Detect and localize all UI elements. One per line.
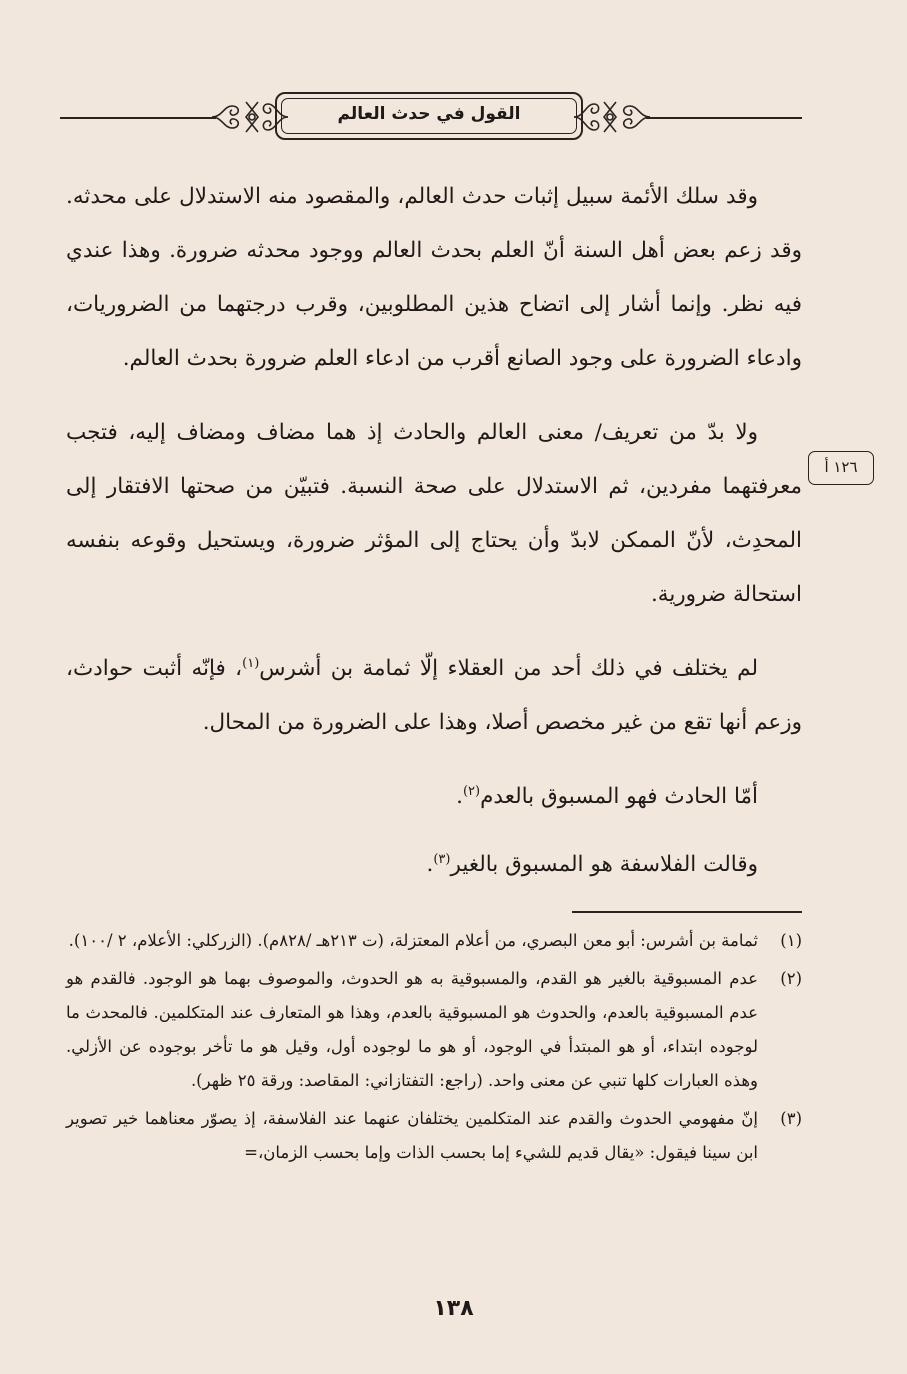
footnote-1 bbox=[66, 924, 802, 958]
footnote-ref-3[interactable]: (٣) bbox=[433, 851, 451, 867]
ornament-right-icon bbox=[572, 96, 652, 138]
page-number: ١٣٨ bbox=[433, 1296, 474, 1321]
footnote-3 bbox=[66, 1102, 802, 1170]
footnote-ref-1[interactable]: (١) bbox=[242, 655, 260, 671]
paragraph-4-text: أمّا الحادث فهو المسبوق بالعدم bbox=[480, 784, 758, 809]
paragraph-4-end: . bbox=[456, 784, 463, 809]
header-title-box bbox=[275, 92, 583, 140]
footnote-separator bbox=[572, 911, 802, 913]
footnote-ref-2[interactable]: (٢) bbox=[462, 783, 481, 799]
paragraph-3-end: ، فإنّه أثبت حوادث، وزعم أنها تقع من غير مخصص أصلا، وهذا على الضرورة من المحال. bbox=[66, 656, 802, 735]
paragraph-2: ولا بدّ من تعريف/ معنى العالم والحادث إذ هما مضاف ومضاف إليه، فتجب معرفتهما مفردين، ثم الاستدلال على صحة النسبة. فتبيّن من صحتها الافتقار إلى المحدِث، لأنّ الممكن لابدّ وأن يحتاج إلى المؤثر ضرورة، ويستحيل وقوعه بنفسه استحالة ضرورية. bbox=[66, 420, 802, 607]
manuscript-folio-marker: ١٢٦ أ bbox=[808, 451, 874, 485]
paragraph-5 bbox=[66, 838, 802, 892]
header-rule-left bbox=[60, 117, 216, 119]
paragraph-5-end: . bbox=[426, 852, 434, 877]
paragraph-4 bbox=[66, 770, 802, 824]
footnote-2-text: عدم المسبوقية بالغير هو القدم، والمسبوقية به هو الحدوث، والموصوف بهما هو الوجود. فالقدم هو عدم المسبوقية بالعدم، والحدوث هو المسبوقية بالعدم، وهذا هو المتعارف عند المتكلمين. فالمحدث ما لوجوده ابتداء، أو هو المبتدأ في الوجود، أو هو ما لوجوده أول، وقيل هو ما تأخر بوجوده عن الأزلي. وهذه العبارات كلها تنبي عن معنى واحد. (راجع: التفتازاني: المقاصد: ورقة ٢٥ ظهر). bbox=[66, 969, 758, 1090]
paragraph-3-start: لم يختلف في ذلك أحد من العقلاء إلّا ثمامة بن أشرس bbox=[259, 656, 758, 681]
footnote-1-text: ثمامة بن أشرس: أبو معن البصري، من أعلام المعتزلة، (ت ٢١٣هـ /٨٢٨م). (الزركلي: الأعلام، ٢ /١٠٠). bbox=[68, 931, 758, 950]
footnotes bbox=[66, 924, 802, 1174]
header-rule-right bbox=[646, 117, 802, 119]
page-title: القول في حدث العالم bbox=[337, 104, 521, 124]
paragraph-5-text: وقالت الفلاسفة هو المسبوق بالغير bbox=[450, 852, 758, 877]
footnote-3-number: (٣) bbox=[780, 1109, 802, 1128]
paragraph-3 bbox=[66, 642, 802, 750]
footnote-2-number: (٢) bbox=[780, 969, 802, 988]
main-text bbox=[66, 170, 802, 906]
paragraph-1: وقد سلك الأئمة سبيل إثبات حدث العالم، والمقصود منه الاستدلال على محدثه. وقد زعم بعض أهل السنة أنّ العلم بحدث العالم ووجود محدثه ضرورة. وهذا عندي فيه نظر. وإنما أشار إلى اتضاح هذين المطلوبين، وقرب درجتهما من الضروريات، وادعاء الضرورة على وجود الصانع أقرب من ادعاء العلم ضرورة بحدث العالم. bbox=[66, 184, 802, 371]
footnote-2 bbox=[66, 962, 802, 1098]
footnote-1-number: (١) bbox=[780, 931, 802, 950]
footnote-3-text: إنّ مفهومي الحدوث والقدم عند المتكلمين يختلفان عنهما عند الفلاسفة، إذ يصوّر معناهما خير تصوير ابن سينا فيقول: «يقال قديم للشيء إما بحسب الذات وإما بحسب الزمان،= bbox=[66, 1109, 758, 1162]
page-header bbox=[60, 86, 802, 146]
